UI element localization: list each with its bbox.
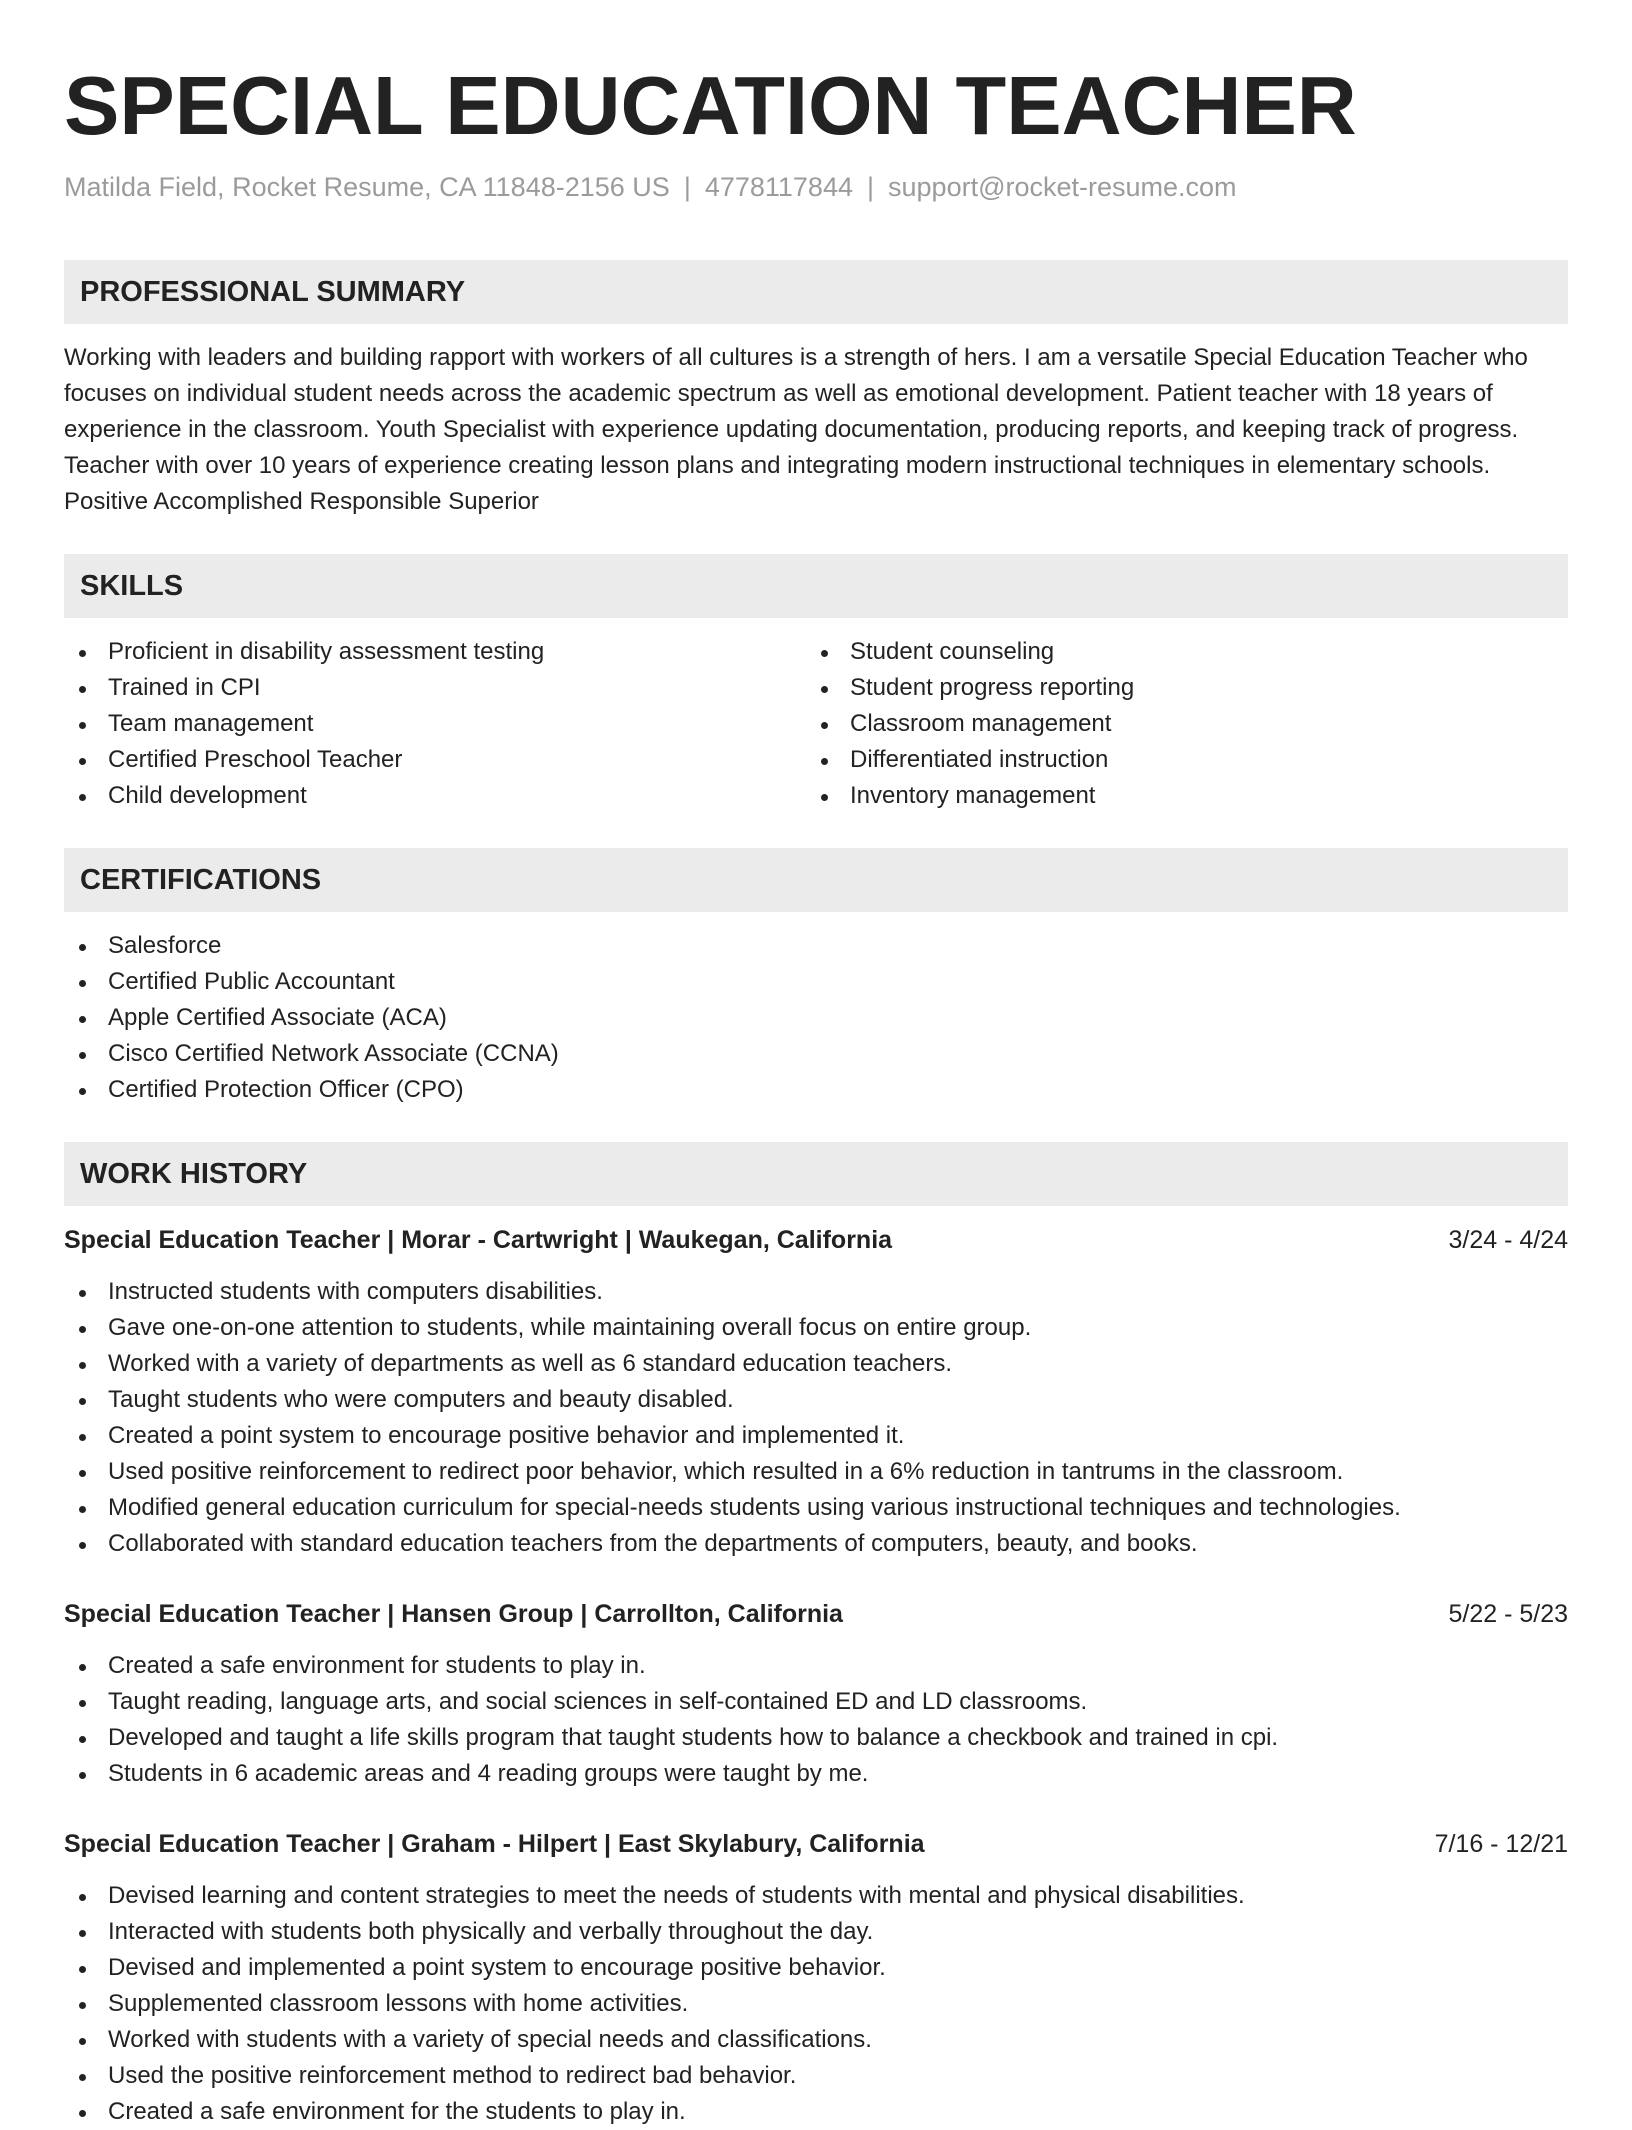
job-bullet: Instructed students with computers disabilities. bbox=[64, 1274, 1568, 1310]
job-title: Special Education Teacher | Graham - Hilpert | East Skylabury, California bbox=[64, 1830, 925, 1858]
skills-grid bbox=[64, 634, 1568, 814]
skills-left-column bbox=[64, 634, 806, 814]
certification-item: Apple Certified Associate (ACA) bbox=[64, 1000, 1568, 1036]
job-bullet: Created a point system to encourage positive behavior and implemented it. bbox=[64, 1418, 1568, 1454]
job-bullet: Developed and taught a life skills program that taught students how to balance a checkbook and trained in cpi. bbox=[64, 1720, 1568, 1756]
certification-item: Salesforce bbox=[64, 928, 1568, 964]
job-bullets bbox=[64, 1274, 1568, 1562]
skill-item: Child development bbox=[64, 778, 806, 814]
job-bullet: Taught reading, language arts, and social sciences in self-contained ED and LD classrooms. bbox=[64, 1684, 1568, 1720]
contact-separator: | bbox=[867, 172, 875, 202]
certification-item: Certified Protection Officer (CPO) bbox=[64, 1072, 1568, 1108]
certifications-list bbox=[64, 928, 1568, 1108]
work-history-heading: WORK HISTORY bbox=[64, 1142, 1568, 1206]
job-title: Special Education Teacher | Hansen Group | Carrollton, California bbox=[64, 1600, 843, 1628]
contact-email: support@rocket-resume.com bbox=[888, 172, 1237, 202]
skill-item: Inventory management bbox=[806, 778, 1548, 814]
resume-page bbox=[64, 0, 1568, 2130]
job-bullet: Modified general education curriculum for special-needs students using various instructional techniques and technologies. bbox=[64, 1490, 1568, 1526]
job-bullets bbox=[64, 1878, 1568, 2130]
resume-title: SPECIAL EDUCATION TEACHER bbox=[64, 59, 1357, 152]
contact-address: Matilda Field, Rocket Resume, CA 11848-2156 US bbox=[64, 172, 670, 202]
job-header bbox=[64, 1826, 1568, 1862]
job-entry bbox=[64, 1222, 1568, 1562]
job-entry bbox=[64, 1596, 1568, 1792]
job-title: Special Education Teacher | Morar - Cartwright | Waukegan, California bbox=[64, 1226, 893, 1254]
job-bullet: Collaborated with standard education teachers from the departments of computers, beauty, and books. bbox=[64, 1526, 1568, 1562]
job-bullet: Supplemented classroom lessons with home activities. bbox=[64, 1986, 1568, 2022]
job-bullet: Used positive reinforcement to redirect poor behavior, which resulted in a 6% reduction in tantrums in the classroom. bbox=[64, 1454, 1568, 1490]
job-bullet: Worked with a variety of departments as well as 6 standard education teachers. bbox=[64, 1346, 1568, 1382]
skill-item: Classroom management bbox=[806, 706, 1548, 742]
contact-line bbox=[64, 170, 1568, 204]
job-bullet: Gave one-on-one attention to students, while maintaining overall focus on entire group. bbox=[64, 1310, 1568, 1346]
job-header bbox=[64, 1596, 1568, 1632]
job-bullet: Devised learning and content strategies to meet the needs of students with mental and physical disabilities. bbox=[64, 1878, 1568, 1914]
job-entry bbox=[64, 1826, 1568, 2130]
job-bullet: Created a safe environment for the students to play in. bbox=[64, 2094, 1568, 2130]
skills-right-column bbox=[806, 634, 1548, 814]
skill-item: Student counseling bbox=[806, 634, 1548, 670]
job-bullet: Devised and implemented a point system to encourage positive behavior. bbox=[64, 1950, 1568, 1986]
skill-item: Team management bbox=[64, 706, 806, 742]
certification-item: Certified Public Accountant bbox=[64, 964, 1568, 1000]
job-bullets bbox=[64, 1648, 1568, 1792]
job-bullet: Used the positive reinforcement method to redirect bad behavior. bbox=[64, 2058, 1568, 2094]
job-bullet: Students in 6 academic areas and 4 reading groups were taught by me. bbox=[64, 1756, 1568, 1792]
job-header bbox=[64, 1222, 1568, 1258]
contact-separator: | bbox=[683, 172, 691, 202]
summary-heading: PROFESSIONAL SUMMARY bbox=[64, 260, 1568, 324]
skills-heading: SKILLS bbox=[64, 554, 1568, 618]
job-dates: 3/24 - 4/24 bbox=[1448, 1226, 1568, 1254]
contact-phone: 4778117844 bbox=[704, 172, 853, 202]
certifications-heading: CERTIFICATIONS bbox=[64, 848, 1568, 912]
job-dates: 5/22 - 5/23 bbox=[1448, 1600, 1568, 1628]
skill-item: Proficient in disability assessment testing bbox=[64, 634, 806, 670]
skill-item: Differentiated instruction bbox=[806, 742, 1548, 778]
summary-text: Working with leaders and building rapport with workers of all cultures is a strength of hers. I am a versatile Special Education Teacher who focuses on individual student needs across the academic spectrum as well as emotional development. Patient teacher with 18 years of experience in the classroom. Youth Specialist with experience updating documentation, producing reports, and keeping track of progress. Teacher with over 10 years of experience creating lesson plans and integrating modern instructional techniques in elementary schools. Positive Accomplished Responsible Superior bbox=[64, 344, 1528, 515]
skill-item: Trained in CPI bbox=[64, 670, 806, 706]
job-bullet: Interacted with students both physically and verbally throughout the day. bbox=[64, 1914, 1568, 1950]
skill-item: Student progress reporting bbox=[806, 670, 1548, 706]
skill-item: Certified Preschool Teacher bbox=[64, 742, 806, 778]
certification-item: Cisco Certified Network Associate (CCNA) bbox=[64, 1036, 1568, 1072]
job-dates: 7/16 - 12/21 bbox=[1434, 1830, 1568, 1858]
job-bullet: Taught students who were computers and beauty disabled. bbox=[64, 1382, 1568, 1418]
job-bullet: Created a safe environment for students to play in. bbox=[64, 1648, 1568, 1684]
job-bullet: Worked with students with a variety of special needs and classifications. bbox=[64, 2022, 1568, 2058]
